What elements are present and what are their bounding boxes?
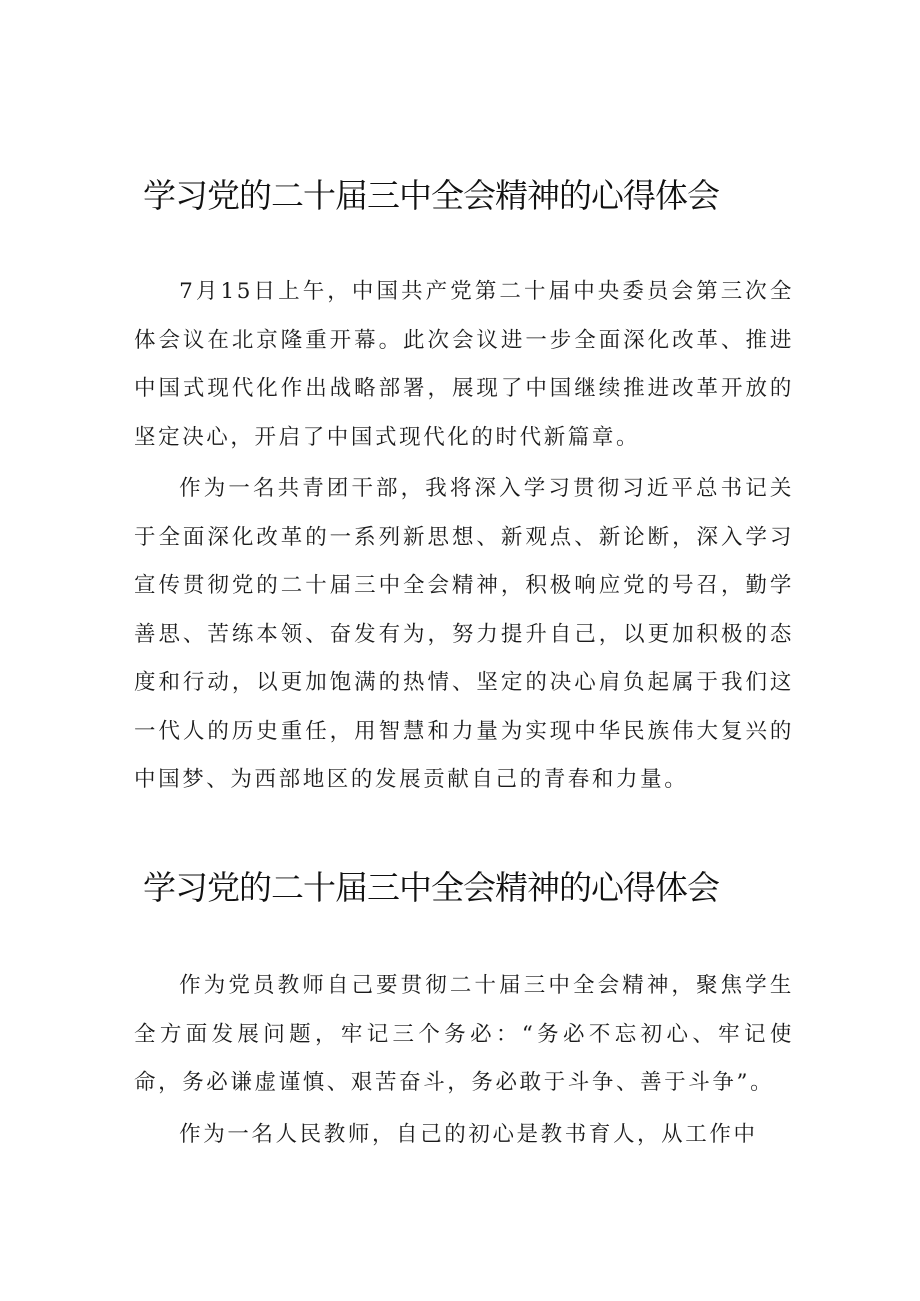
section-1-body [134,268,794,805]
section-1-title: 学习党的二十届三中全会精神的心得体会 [143,176,719,215]
section-2-paragraph-2: 作为一名人民教师，自己的初心是教书育人，从工作中 [179,1121,758,1147]
section-2-title: 学习党的二十届三中全会精神的心得体会 [143,868,719,907]
section-1-paragraph-2: 作为一名共青团干部，我将深入学习贯彻习近平总书记关于全面深化改革的一系列新思想、新观点、新论断，深入学习宣传贯彻党的二十届三中全会精神，积极响应党的号召，勤学善思、苦练本领、奋发有为，努力提升自己，以更加积极的态度和行动，以更加饱满的热情、坚定的决心肩负起属于我们这一代人的历史重任，用智慧和力量为实现中华民族伟大复兴的中国梦、为西部地区的发展贡献自己的青春和力量。 [134,476,794,792]
section-2-body [134,962,794,1159]
section-1-paragraph-1: 7月15日上午，中国共产党第二十届中央委员会第三次全体会议在北京隆重开幕。此次会议进一步全面深化改革、推进中国式现代化作出战略部署，展现了中国继续推进改革开放的坚定决心，开启了中国式现代化的时代新篇章。 [134,279,794,450]
section-2-paragraph-1: 作为党员教师自己要贯彻二十届三中全会精神，聚焦学生全方面发展问题，牢记三个务必：“务必不忘初心、牢记使命，务必谦虚谨慎、艰苦奋斗，务必敢于斗争、善于斗争”。 [134,973,794,1095]
